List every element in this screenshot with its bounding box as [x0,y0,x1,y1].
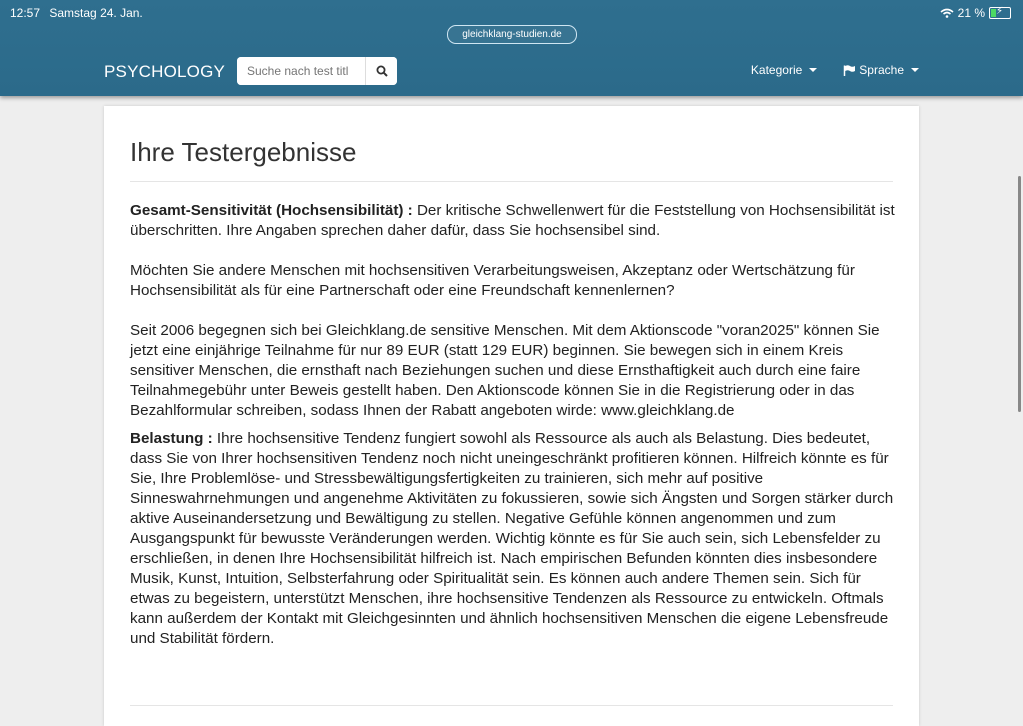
flag-icon [843,65,855,76]
wifi-icon [940,8,954,18]
results-content [130,201,895,649]
sensitivity-label: Gesamt-Sensitivität (Hochsensibilität) : [130,202,413,219]
search-form [237,57,397,85]
sensitivity-result [130,201,895,241]
category-label: Kategorie [750,63,803,77]
status-time: 12:57 [10,6,41,20]
sensitivity-text: Der kritische Schwellenwert für die Feststellung von Hochsensibilität ist überschritten. Ihre Angaben sprechen daher dafür, dass Sie hochsensibel sind. [130,202,895,239]
results-card [104,106,919,726]
burden-result [130,429,895,649]
search-input[interactable] [237,57,365,85]
language-label: Sprache [859,63,904,77]
promo-paragraph: Seit 2006 begegnen sich bei Gleichklang.de sensitive Menschen. Mit dem Aktionscode "voran2025" können Sie jetzt eine einjährige Teilnahme für nur 89 EUR (statt 129 EUR) beginnen. Sie bewegen sich in einem Kreis sensitiver Menschen, die ernsthaft nach Beziehungen suchen und diese Ernsthaftigkeit auch durch eine faire Teilnahmegebühr unter Beweis gestellt haben. Den Aktionscode können Sie in die Registrierung oder in das Bezahlformular schreiben, sodass Ihnen der Rabatt angeboten wirde: www.gleichklang.de [130,322,880,419]
status-date: Samstag 24. Jan. [49,6,143,20]
invitation-paragraph: Möchten Sie andere Menschen mit hochsensitiven Verarbeitungsweisen, Akzeptanz oder Wertschätzung für Hochsensibilität als für eine Partnerschaft oder eine Freundschaft kennenlernen? [130,262,855,299]
caret-down-icon [809,68,817,72]
url-bar[interactable]: gleichklang-studien.de [447,25,577,44]
battery-percent: 21 % [957,6,985,20]
nav-right [751,63,919,77]
page-title: Ihre Testergebnisse [130,137,357,167]
status-bar-right [940,6,1011,20]
bottom-divider [130,705,893,706]
title-divider [130,181,893,182]
language-dropdown[interactable] [843,63,919,77]
battery-icon: ⚡ [989,7,1011,19]
search-button[interactable] [365,57,397,85]
brand-logo[interactable]: PSYCHOLOGY [104,62,226,81]
burden-label: Belastung : [130,430,213,447]
page-scrollbar[interactable] [1018,176,1021,412]
category-dropdown[interactable] [751,63,817,77]
caret-down-icon [911,68,919,72]
search-icon [376,65,388,77]
status-bar-left [10,6,149,20]
top-bar [0,0,1023,96]
burden-text: Ihre hochsensitive Tendenz fungiert sowohl als Ressource als auch als Belastung. Dies bedeutet, dass Sie von Ihrer hochsensitiven Tendenz noch nicht uneingeschränkt profitieren können. Hilfreich könnte es für Sie, Ihre Problemlöse- und Stressbewältigungsfertigkeiten zu trainieren, sich mehr auf positive Sinneswahrnehmungen und angenehme Aktivitäten zu fokussieren, sowie sich Ängsten und Sorgen stärker durch aktive Auseinandersetzung und Bewältigung zu stellen. Negative Gefühle können angenommen und zum Ausgangspunkt für bewusste Veränderungen werden. Wichtig könnte es für Sie auch sein, sich Lebensfelder zu erschließen, in denen Ihre Hochsensibilität hilfreich ist. Nach empirischen Befunden könnten dies insbesondere Musik, Kunst, Intuition, Selbsterfahrung oder Spiritualität sein. Es können auch andere Themen sein. Sich für etwas zu begeistern, unterstützt Menschen, ihre hochsensitive Tendenzen als Ressource zu entwickeln. Oftmals kann außerdem der Kontakt mit Gleichgesinnten und ähnlich hochsensitiven Menschen die eigene Lebensfreude und Stabilität fördern. [130,430,894,647]
